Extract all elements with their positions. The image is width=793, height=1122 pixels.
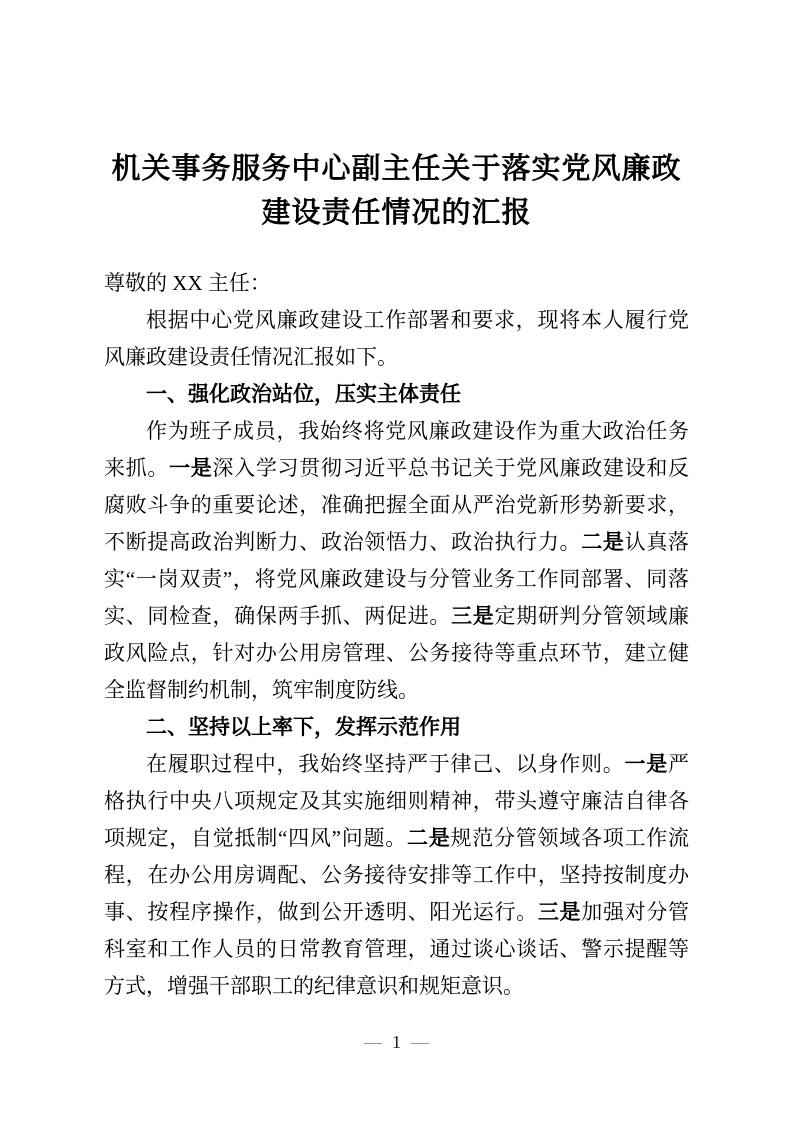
emphasis-run: 三是 (451, 605, 495, 628)
text-run: 严格执行中央八项规定及其实施细则精神，带头遵守廉洁自律各项规定，自觉抵制“四风”问题。 (104, 752, 689, 850)
text-run: 定期研判分管领域廉政风险点，针对办公用房管理、公务接待等重点环节，建立健全监督制约机制，筑牢制度防线。 (104, 604, 690, 702)
page-footer (0, 1029, 793, 1055)
emphasis-run: 一是 (169, 457, 213, 480)
section-1-paragraph (104, 413, 689, 709)
document-content (104, 0, 689, 1005)
section-1-heading: 一、强化政治站位，压实主体责任 (146, 383, 461, 406)
section-2-heading: 二、坚持以上率下，发挥示范作用 (146, 716, 461, 739)
emphasis-run: 二是 (406, 827, 451, 850)
document-title: 机关事务服务中心副主任关于落实党风廉政建设责任情况的汇报 (111, 153, 682, 229)
emphasis-run: 一是 (624, 753, 668, 776)
text-run: 深入学习贯彻习近平总书记关于党风廉政建设和反腐败斗争的重要论述，准确把握全面从严治党新形势新要求，不断提高政治判断力、政治领悟力、政治执行力。 (104, 456, 690, 554)
document-body (104, 265, 689, 1005)
emphasis-run: 二是 (581, 531, 625, 554)
footer-left-dash: — (364, 1032, 382, 1052)
intro-paragraph: 根据中心党风廉政建设工作部署和要求，现将本人履行党风廉政建设责任情况汇报如下。 (104, 308, 689, 369)
footer-right-dash: — (411, 1032, 429, 1052)
page-number: 1 (392, 1032, 401, 1052)
salutation-line: 尊敬的 XX 主任： (104, 271, 271, 295)
text-run: 加强对分管科室和工作人员的日常教育管理，通过谈心谈话、警示提醒等方式，增强干部职工的纪律意识和规矩意识。 (104, 900, 690, 998)
emphasis-run: 三是 (537, 901, 582, 924)
section-2-paragraph (104, 746, 689, 1005)
text-run: 认真落实“一岗双责”，将党风廉政建设与分管业务工作同部署、同落实、同检查，确保两手抓、两促进。 (104, 530, 690, 628)
text-run: 作为班子成员，我始终将党风廉政建设作为重大政治任务来抓。 (104, 419, 689, 480)
text-run: 在履职过程中，我始终坚持严于律己、以身作则。 (146, 752, 625, 776)
text-run: 规范分管领域各项工作流程，在办公用房调配、公务接待安排等工作中，坚持按制度办事、按程序操作，做到公开透明、阳光运行。 (104, 826, 690, 924)
